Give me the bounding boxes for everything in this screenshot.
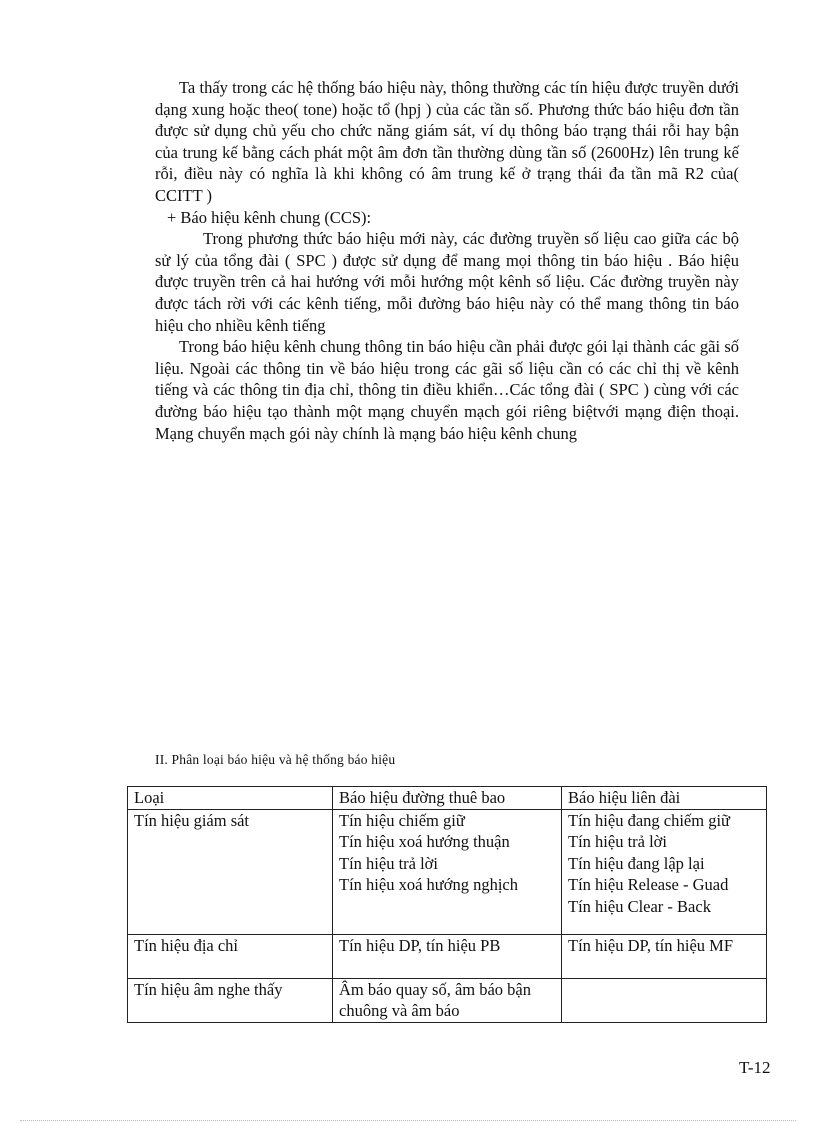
cell-subscriber <box>333 978 562 1022</box>
table-row <box>128 978 767 1022</box>
table-row <box>128 809 767 934</box>
header-subscriber-signaling: Báo hiệu đường thuê bao <box>333 787 562 810</box>
cell-text: Âm báo quay số, âm báo bận chuông và âm báo <box>339 979 531 1020</box>
cell-text: Tín hiệu Clear - Back <box>568 896 711 916</box>
cell-text: Tín hiệu đang lập lại <box>568 853 705 873</box>
cell-subscriber <box>333 934 562 978</box>
cell-type <box>128 934 333 978</box>
paragraph-ccs-packets: Trong báo hiệu kênh chung thông tin báo hiệu cần phải được gói lại thành các gãi số liệu. Ngoài các thông tin về báo hiệu trong các gãi số liệu cần có các chỉ thị về kênh tiếng và các thông tin địa chỉ, thông tin điều khiển…Các tổng đài ( SPC ) cùng với các đường báo hiệu tạo thành một mạng chuyển mạch gói riêng biệtvới mạng điện thoại. Mạng chuyển mạch gói này chính là mạng báo hiệu kênh chung <box>155 337 739 443</box>
paragraph-signaling-intro: Ta thấy trong các hệ thống báo hiệu này, thông thường các tín hiệu được truyền dưới dạng xung hoặc theo( tone) hoặc tổ (hpj ) của các tần số. Phương thức báo hiệu đơn tần được sử dụng chủ yếu cho chức năng giám sát, ví dụ thông báo trạng thái rỗi hay bận của trung kế bằng cách phát một âm đơn tần thường dùng tần số (2600Hz) lên trung kế rỗi, điều này có nghĩa là khi không có âm trung kế ở trạng thái đa tần mã R2 của( CCITT ) <box>155 78 739 205</box>
cell-interexchange <box>562 809 767 934</box>
cell-interexchange <box>562 978 767 1022</box>
signaling-table <box>127 786 767 1023</box>
cell-text: Tín hiệu chiếm giữ <box>339 810 465 830</box>
section-heading: II. Phân loại báo hiệu và hệ thống báo hiệu <box>155 752 396 767</box>
cell-text: Tín hiệu DP, tín hiệu MF <box>568 935 734 955</box>
cell-text: Tín hiệu trả lời <box>568 832 667 851</box>
cell-text: Tín hiệu DP, tín hiệu PB <box>339 935 501 955</box>
cell-text: Tín hiệu âm nghe thấy <box>134 979 283 999</box>
page-bottom-rule <box>20 1120 796 1121</box>
table-header-row <box>128 787 767 810</box>
cell-text: Tín hiệu xoá hướng nghịch <box>339 875 518 894</box>
body-text <box>155 77 739 444</box>
cell-interexchange <box>562 934 767 978</box>
header-interexchange-signaling: Báo hiệu liên đài <box>562 787 767 810</box>
cell-text: Tín hiệu Release - Guad <box>568 875 729 894</box>
paragraph-ccs-description: Trong phương thức báo hiệu mới này, các đường truyền số liệu cao giữa các bộ sử lý của tổng đài ( SPC ) được sử dụng để mang mọi thông tin báo hiệu . Báo hiệu được truyền trên cả hai hướng với mỗi hướng một kênh số liệu. Các đường truyền này được tách rời với các kênh tiếng, mỗi đường báo hiệu này có thể mang thông tin báo hiệu cho nhiều kênh tiếng <box>155 229 739 335</box>
cell-text: Tín hiệu đang chiếm giữ <box>568 810 730 830</box>
cell-text: Tín hiệu giám sát <box>134 810 250 830</box>
bullet-ccs-heading: + Báo hiệu kênh chung (CCS): <box>167 207 372 227</box>
page-number: T-12 <box>739 1058 771 1077</box>
header-type: Loại <box>128 787 333 810</box>
cell-subscriber <box>333 809 562 934</box>
cell-text: Tín hiệu địa chỉ <box>134 935 239 955</box>
table-row <box>128 934 767 978</box>
cell-type <box>128 978 333 1022</box>
cell-text: Tín hiệu xoá hướng thuận <box>339 832 510 851</box>
cell-type <box>128 809 333 934</box>
cell-text: Tín hiệu trả lời <box>339 853 438 873</box>
